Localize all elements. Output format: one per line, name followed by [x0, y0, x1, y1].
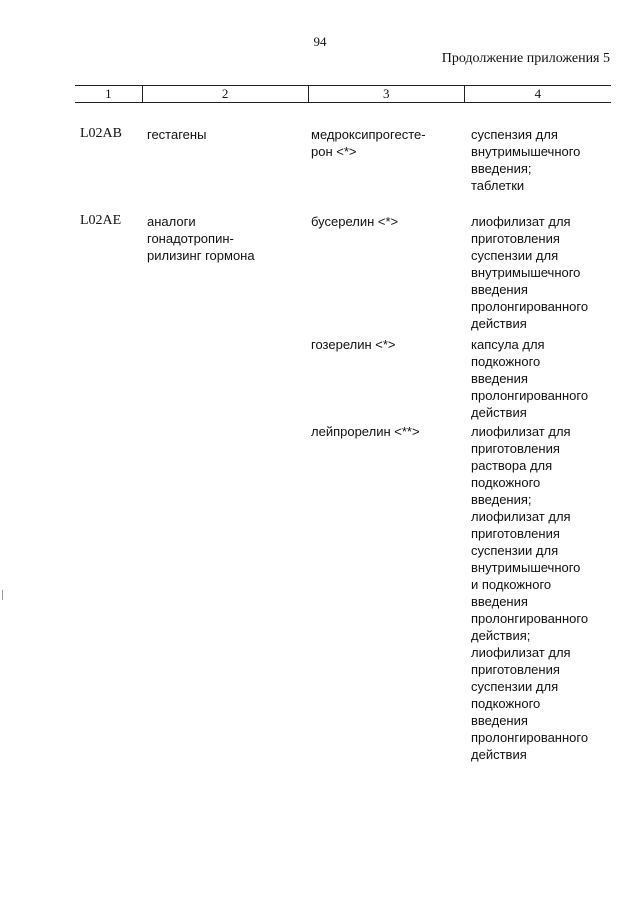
table-header — [75, 85, 611, 103]
column-header-3: 3 — [308, 86, 464, 102]
dosage-forms: лиофилизат для приготовления суспензии для внутримышечного введения пролонгированного действия — [471, 214, 589, 331]
drug-group: гестагены — [147, 127, 207, 142]
atc-code: L02AB — [80, 126, 122, 141]
scan-mark — [2, 590, 3, 600]
column-header-2: 2 — [142, 86, 308, 102]
drug-name: бусерелин <*> — [311, 214, 399, 229]
page-number: 94 — [313, 34, 327, 49]
drug-name: лейпрорелин <**> — [311, 424, 420, 439]
drug-name: медроксипрогесте- рон <*> — [311, 127, 426, 159]
dosage-forms: лиофилизат для приготовления раствора для подкожного введения; лиофилизат для приготовления суспензии для внутримышечного и подкожного введения пролонгированного действия; лиофилизат для приготовления суспензии для подкожного введения пролонгированного действия — [471, 424, 589, 762]
atc-code: L02AE — [80, 213, 122, 228]
dosage-forms: капсула для подкожного введения пролонгированного действия — [471, 337, 589, 420]
drug-group: аналоги гонадотропин- рилизинг гормона — [147, 214, 255, 263]
column-header-1: 1 — [105, 86, 112, 101]
column-header-4: 4 — [464, 86, 611, 102]
drug-name: гозерелин <*> — [311, 337, 396, 352]
dosage-forms: суспензия для внутримышечного введения; таблетки — [471, 127, 581, 193]
continuation-label: Продолжение приложения 5 — [441, 51, 610, 66]
